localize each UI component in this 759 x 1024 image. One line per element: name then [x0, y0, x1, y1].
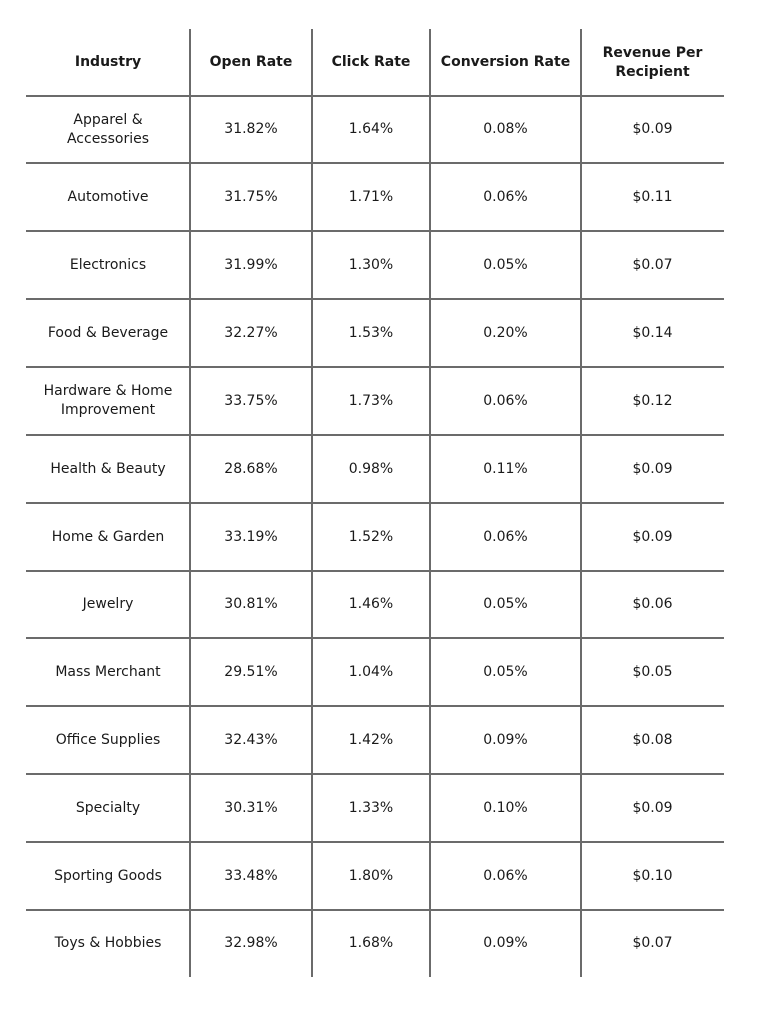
table-cell: [430, 435, 581, 503]
column-header: [26, 29, 190, 96]
cell-value: 32.43%: [224, 731, 278, 748]
table-cell: [312, 638, 430, 706]
cell-value: 0.06%: [483, 528, 528, 545]
table-cell: [430, 96, 581, 163]
cell-value: Specialty: [75, 799, 141, 816]
cell-value: $0.07: [632, 935, 673, 951]
cell-value: $0.05: [632, 663, 673, 680]
cell-value: Automotive: [67, 188, 149, 205]
table-cell: [26, 163, 190, 231]
table-cell: [430, 706, 581, 774]
cell-value: Jewelry: [82, 596, 134, 612]
cell-value: 32.98%: [224, 935, 278, 951]
table-cell: [26, 299, 190, 367]
table-cell: [26, 706, 190, 774]
cell-value: 30.31%: [224, 799, 278, 816]
table-cell: [26, 231, 190, 299]
table-cell: [312, 299, 430, 367]
table-cell: [581, 163, 724, 231]
table-cell: [26, 638, 190, 706]
cell-value: $0.09: [632, 528, 673, 545]
cell-value: 1.71%: [348, 188, 394, 205]
cell-value: 33.75%: [224, 392, 278, 409]
table-cell: [430, 231, 581, 299]
cell-value: $0.07: [632, 256, 673, 273]
cell-value: 0.09%: [483, 935, 528, 951]
table-cell: [190, 435, 312, 503]
table-cell: [581, 638, 724, 706]
table-cell: [430, 638, 581, 706]
cell-value: 1.53%: [348, 324, 394, 341]
cell-value: 0.11%: [483, 460, 528, 477]
cell-value: 1.73%: [348, 392, 394, 409]
column-header-label: Click Rate: [331, 54, 411, 70]
cell-value: 0.06%: [483, 867, 528, 884]
table-cell: [26, 435, 190, 503]
cell-value: 1.64%: [348, 121, 394, 137]
table-cell: [26, 96, 190, 163]
cell-value: 1.52%: [348, 528, 394, 545]
cell-value: 28.68%: [224, 460, 278, 477]
cell-value: 1.30%: [348, 256, 394, 273]
table-cell: [26, 842, 190, 910]
cell-value: 1.33%: [348, 799, 394, 816]
column-header-label: Open Rate: [209, 54, 293, 70]
table-cell: [430, 842, 581, 910]
cell-value: $0.12: [632, 392, 673, 409]
table-cell: [581, 367, 724, 435]
table-cell: [26, 774, 190, 842]
cell-value: 0.08%: [483, 121, 528, 137]
cell-value: 0.10%: [483, 799, 528, 816]
table-cell: [581, 231, 724, 299]
table-cell: [190, 910, 312, 977]
table-cell: [581, 435, 724, 503]
cell-value: 1.68%: [348, 935, 394, 951]
cell-value: 32.27%: [224, 324, 278, 341]
table-cell: [581, 571, 724, 638]
table-cell: [430, 774, 581, 842]
cell-value: 0.05%: [483, 596, 528, 612]
cell-value: $0.09: [632, 799, 673, 816]
column-header-label: Revenue Per Recipient: [602, 44, 703, 80]
cell-value: 0.98%: [348, 460, 394, 477]
cell-value: 1.04%: [348, 663, 394, 680]
cell-value: 0.20%: [483, 324, 528, 341]
cell-value: 0.09%: [483, 731, 528, 748]
table-cell: [312, 163, 430, 231]
table-cell: [430, 163, 581, 231]
column-header: [581, 29, 724, 96]
table-cell: [312, 503, 430, 571]
cell-value: 33.48%: [224, 867, 278, 884]
cell-value: 31.75%: [224, 188, 278, 205]
table-cell: [581, 503, 724, 571]
table-cell: [26, 571, 190, 638]
cell-value: Food & Beverage: [47, 324, 169, 341]
cell-value: Toys & Hobbies: [54, 935, 162, 951]
column-header: [312, 29, 430, 96]
cell-value: 1.80%: [348, 867, 394, 884]
table-cell: [190, 503, 312, 571]
cell-value: $0.08: [632, 731, 673, 748]
cell-value: 33.19%: [224, 528, 278, 545]
table-cell: [312, 435, 430, 503]
table-cell: [190, 706, 312, 774]
cell-value: 0.06%: [483, 392, 528, 409]
table-cell: [26, 367, 190, 435]
table-cell: [190, 571, 312, 638]
column-header-label: Conversion Rate: [440, 54, 571, 70]
table-cell: [581, 842, 724, 910]
table-cell: [430, 910, 581, 977]
cell-value: 0.05%: [483, 663, 528, 680]
table-cell: [430, 571, 581, 638]
table-cell: [190, 367, 312, 435]
table-cell: [190, 774, 312, 842]
table-cell: [430, 503, 581, 571]
cell-value: $0.10: [632, 867, 673, 884]
column-header: [190, 29, 312, 96]
table-cell: [312, 910, 430, 977]
table-cell: [581, 706, 724, 774]
table-cell: [312, 842, 430, 910]
table-cell: [26, 910, 190, 977]
cell-value: 30.81%: [224, 596, 278, 612]
cell-value: Mass Merchant: [55, 663, 161, 680]
table-cell: [312, 367, 430, 435]
table-cell: [190, 638, 312, 706]
table-cell: [581, 774, 724, 842]
table-cell: [312, 774, 430, 842]
table-cell: [312, 706, 430, 774]
cell-value: 29.51%: [224, 663, 278, 680]
table-cell: [312, 571, 430, 638]
cell-value: Apparel & Accessories: [66, 111, 150, 147]
table-cell: [312, 231, 430, 299]
cell-value: $0.06: [632, 596, 673, 612]
cell-value: $0.09: [632, 121, 673, 137]
column-header-label: Industry: [74, 54, 142, 70]
cell-value: 31.99%: [224, 256, 278, 273]
table-cell: [312, 96, 430, 163]
cell-value: 1.42%: [348, 731, 394, 748]
cell-value: 0.06%: [483, 188, 528, 205]
table-cell: [430, 299, 581, 367]
cell-value: Home & Garden: [51, 528, 165, 545]
table-cell: [190, 299, 312, 367]
cell-value: $0.14: [632, 324, 673, 341]
cell-value: Office Supplies: [55, 731, 161, 748]
table-cell: [190, 231, 312, 299]
table-cell: [430, 367, 581, 435]
cell-value: 31.82%: [224, 121, 278, 137]
cell-value: $0.11: [632, 188, 673, 205]
table-cell: [581, 910, 724, 977]
table-cell: [581, 299, 724, 367]
cell-value: 1.46%: [348, 596, 394, 612]
cell-value: Health & Beauty: [50, 460, 166, 477]
cell-value: Hardware & Home Improvement: [43, 383, 173, 418]
cell-value: $0.09: [632, 460, 673, 477]
table-cell: [26, 503, 190, 571]
cell-value: 0.05%: [483, 256, 528, 273]
column-header: [430, 29, 581, 96]
table-cell: [190, 96, 312, 163]
table-cell: [190, 163, 312, 231]
cell-value: Electronics: [69, 256, 147, 273]
table-cell: [581, 96, 724, 163]
cell-value: Sporting Goods: [54, 867, 162, 884]
table-cell: [190, 842, 312, 910]
